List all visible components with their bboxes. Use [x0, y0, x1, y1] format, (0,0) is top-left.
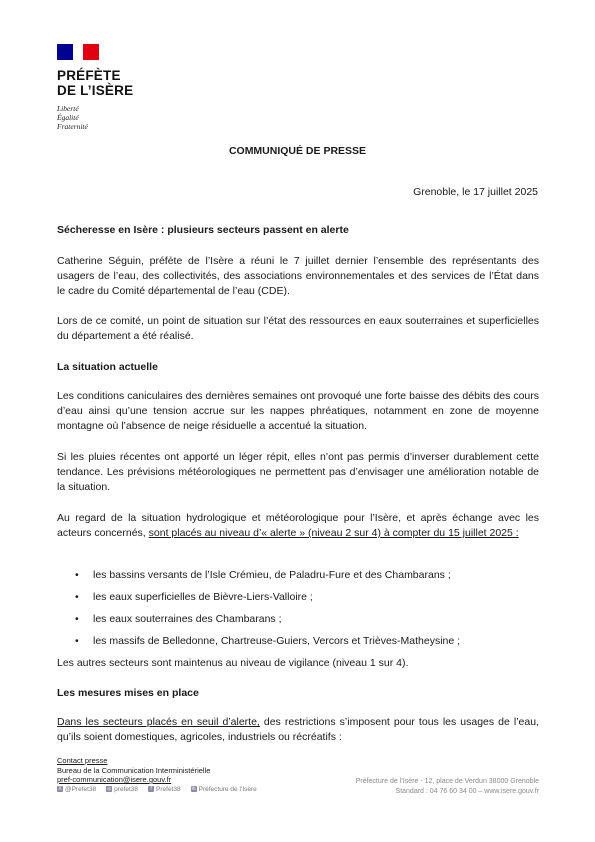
paragraph-rain: Si les pluies récentes ont apporté un léger répit, elles n’ont pas permis d’inverser durablement cette tendance. Les prévisions météorologiques ne permettent pas d’envisager une amélioration notable de la situation.: [57, 451, 539, 493]
republic-motto: [57, 104, 167, 131]
alert-decision-underlined: sont placés au niveau d’« alerte » (niveau 2 sur 4) à compter du 15 juillet 2025 :: [148, 527, 519, 539]
prefecture-logo: [57, 44, 167, 131]
bureau-name: Bureau de la Communication Interministérielle: [57, 765, 211, 775]
social-facebook-handle: Prefet38: [156, 785, 181, 793]
prefecture-name: [57, 68, 167, 98]
linkedin-icon: in: [191, 786, 196, 793]
list-item: [57, 568, 539, 590]
flag-blue-band: [57, 44, 73, 60]
french-flag-icon: [57, 44, 99, 60]
motto-fraternite: Fraternité: [57, 122, 88, 131]
restrictions-underlined: Dans les secteurs placés en seuil d’alerte,: [57, 716, 260, 728]
list-item-text: les eaux souterraines des Chambarans ;: [93, 613, 282, 625]
bullet-icon: •: [75, 591, 79, 603]
facebook-icon: f: [148, 786, 154, 792]
social-linkedin-link[interactable]: [191, 785, 257, 795]
social-x-link[interactable]: [57, 785, 96, 795]
address-line: Préfecture de l’Isère - 12, place de Verdun 38000 Grenoble: [355, 778, 539, 785]
list-item: [57, 612, 539, 634]
alert-decision-text: Au regard de la situation hydrologique et météorologique pour l’Isère, et après échange avec les acteurs concernés,: [57, 512, 539, 539]
prefecture-name-line2: DE L’ISÈRE: [57, 83, 134, 98]
footer: [57, 756, 539, 794]
restrictions-text: des restrictions s’imposent pour tous les usages de l’eau, qu’ils soient domestiques, agricoles, industriels ou récréatifs :: [57, 716, 539, 743]
headline: Sécheresse en Isère : plusieurs secteurs passent en alerte: [57, 224, 349, 236]
list-item-text: les massifs de Belledonne, Chartreuse-Guiers, Vercors et Trièves-Matheysine ;: [93, 635, 461, 647]
social-linkedin-handle: Préfecture de l’Isère: [198, 785, 257, 793]
bullet-icon: •: [75, 569, 79, 581]
paragraph-intro: Catherine Séguin, préfète de l’Isère a réuni le 7 juillet dernier l’ensemble des représentants des usagers de l’eau, des collectivités, des associations environnementales et des services de l’État dans le cadre du Comité départemental de l’eau (CDE).: [57, 255, 539, 297]
section-heading-situation: La situation actuelle: [57, 361, 158, 373]
paragraph-conditions: Les conditions caniculaires des dernières semaines ont provoqué une forte baisse des débits des cours d’eau ainsi qu’une tension accrue sur les nappes phréatiques, notamment en zone de moyenne montagne où l’absence de neige résiduelle a accentué la situation.: [57, 390, 539, 432]
paragraph-restrictions: [57, 715, 539, 745]
paragraph-committee: Lors de ce comité, un point de situation sur l’état des ressources en eaux souterraines et superficielles du département a été réalisé.: [57, 315, 539, 342]
list-item-text: les eaux superficielles de Bièvre-Liers-Valloire ;: [93, 591, 313, 603]
document-title: COMMUNIQUÉ DE PRESSE: [228, 145, 367, 157]
document-date: Grenoble, le 17 juillet 2025: [413, 186, 538, 198]
instagram-icon: ◎: [106, 786, 112, 793]
flag-white-band: [73, 44, 83, 60]
list-item: [57, 590, 539, 612]
motto-egalite: Égalité: [57, 113, 79, 122]
list-item-text: les bassins versants de l’Isle Crémieu, de Paladru-Fure et des Chambarans ;: [93, 569, 451, 581]
prefecture-name-line1: PRÉFÈTE: [57, 68, 121, 83]
prefecture-address: [356, 777, 539, 796]
contact-label: Contact presse: [57, 756, 108, 765]
contact-email-link[interactable]: pref-communication@isere.gouv.fr: [57, 775, 172, 784]
section-heading-measures: Les mesures mises en place: [57, 687, 199, 699]
bullet-icon: •: [75, 613, 79, 625]
alert-sectors-list: [57, 568, 539, 656]
social-instagram-link[interactable]: [106, 785, 138, 795]
motto-liberte: Liberté: [57, 104, 79, 113]
flag-red-band: [83, 44, 99, 60]
list-item: [57, 634, 539, 656]
paragraph-vigilance: Les autres secteurs sont maintenus au niveau de vigilance (niveau 1 sur 4).: [57, 657, 409, 669]
social-x-handle: @Prefet38: [65, 785, 97, 793]
social-facebook-link[interactable]: [148, 785, 181, 795]
paragraph-alert-decision: [57, 511, 539, 541]
social-instagram-handle: prefet38: [114, 785, 139, 793]
phone-website-line: Standard : 04 76 60 34 00 – www.isere.gouv.fr: [395, 787, 539, 795]
bullet-icon: •: [75, 635, 79, 647]
x-icon: X: [58, 786, 62, 793]
